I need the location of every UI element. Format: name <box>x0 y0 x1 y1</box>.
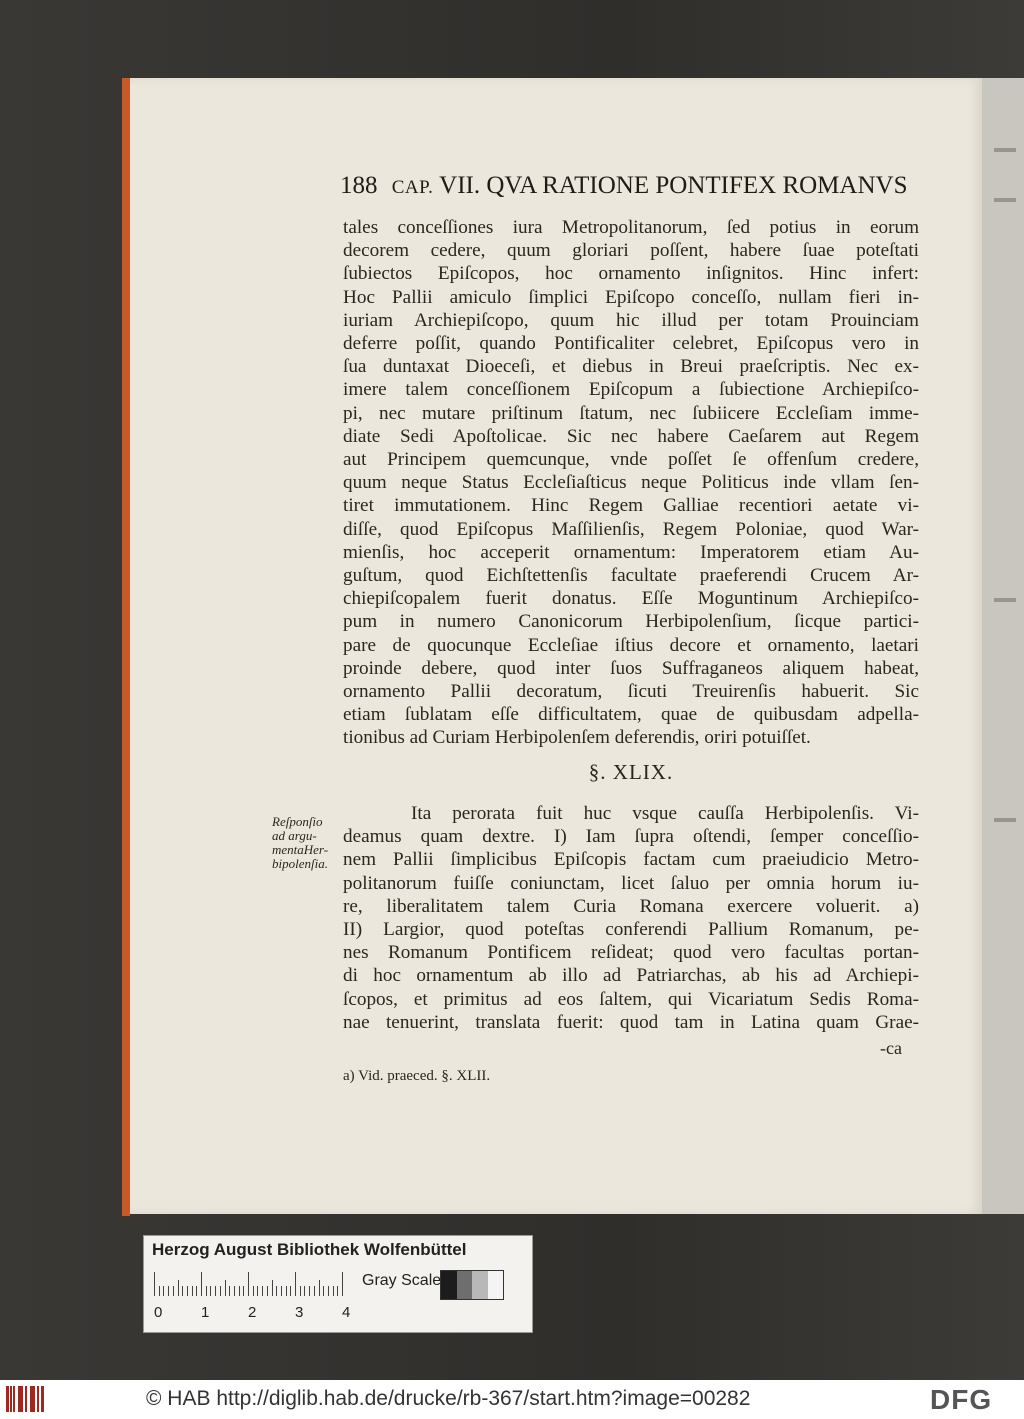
logo-bar <box>10 1386 12 1412</box>
logo-bar <box>33 1386 35 1412</box>
ruler-tick <box>182 1286 183 1296</box>
ruler-tick <box>262 1286 263 1296</box>
adjacent-page-mark <box>994 148 1016 152</box>
ruler-tick <box>192 1286 193 1296</box>
gray-swatch <box>457 1271 473 1299</box>
text-line: pare de quocunque Eccleſiae iſtius decore et ornamento, laetari <box>343 634 919 656</box>
ruler-tick <box>168 1286 169 1296</box>
marginal-note <box>272 815 342 871</box>
text-line: politanorum fuiſſe coniunctam, licet ſaluo per omnia horum iu- <box>343 872 919 894</box>
paragraph-2 <box>343 802 919 1034</box>
text-line: ſubiectos Epiſcopos, hoc ornamento inſignitos. Hinc infert: <box>343 263 919 285</box>
marginal-line: bipolenſia. <box>272 856 328 871</box>
marginal-line: Reſponſio <box>272 814 323 829</box>
text-line: mienſis, hoc acceperit ornamentum: Imperatorem etiam Au- <box>343 541 919 563</box>
scale-ruler <box>154 1270 354 1296</box>
ruler-tick <box>187 1286 188 1296</box>
adjacent-page-mark <box>994 818 1016 822</box>
ruler-tick <box>276 1286 277 1296</box>
hab-logo-icon <box>6 1386 46 1412</box>
text-line: diate Sedi Apoſtolicae. Sic nec habere Caeſarem aut Regem <box>343 425 919 447</box>
ruler-tick <box>319 1280 320 1296</box>
ruler-tick <box>257 1286 258 1296</box>
ruler-tick <box>243 1286 244 1296</box>
text-line: re, liberalitatem talem Curia Romana exercere voluerit. a) <box>343 895 919 917</box>
page-edge <box>122 78 130 1216</box>
ruler-tick <box>333 1286 334 1296</box>
adjacent-page <box>982 78 1024 1214</box>
logo-bar <box>37 1386 39 1412</box>
adjacent-page-mark <box>994 198 1016 202</box>
footer-bar <box>0 1380 1024 1419</box>
ruler-tick <box>304 1286 305 1296</box>
text-line: pum in numero Canonicorum Herbipolenſium, ſicque partici- <box>343 611 919 633</box>
text-line: diſſe, quod Epiſcopus Maſſilienſis, Regem Poloniae, quod War- <box>343 518 919 540</box>
ruler-tick <box>234 1286 235 1296</box>
ruler-tick <box>272 1280 273 1296</box>
text-line: decorem cedere, quum gloriari poſſent, habere ſuae poteſtati <box>343 240 919 262</box>
gray-scale-swatches <box>440 1270 504 1300</box>
ruler-tick <box>253 1286 254 1296</box>
text-line: tales conceſſiones iura Metropolitanorum, ſed potius in eorum <box>343 217 919 238</box>
logo-bar <box>21 1386 23 1412</box>
adjacent-page-mark <box>994 598 1016 602</box>
ruler-tick <box>239 1286 240 1296</box>
ruler-tick <box>163 1286 164 1296</box>
ruler-number: 3 <box>295 1304 304 1321</box>
ruler-number: 1 <box>201 1304 210 1321</box>
ruler-tick <box>248 1272 249 1296</box>
text-line: chiepiſcopalem fuerit donatus. Eſſe Moguntinum Archiepiſco- <box>343 588 919 610</box>
ruler-number: 0 <box>154 1304 163 1321</box>
ruler-tick <box>196 1286 197 1296</box>
ruler-tick <box>337 1286 338 1296</box>
color-target-card <box>143 1235 533 1333</box>
ruler-tick <box>290 1286 291 1296</box>
marginal-line: ad argu- <box>272 828 317 843</box>
text-line: nem Pallii ſimplicibus Epiſcopis factam cum praeiudicio Metro- <box>343 849 919 871</box>
text-line: ſcopos, et primitus ad eos ſaltem, qui Vicariatum Sedis Roma- <box>343 988 919 1010</box>
text-line: aut Principem quemcunque, vnde poſſet ſe offenſum credere, <box>343 449 919 471</box>
text-line: tiret immutationem. Hinc Regem Galliae recentiori aetate vi- <box>343 495 919 517</box>
ruler-number: 2 <box>248 1304 257 1321</box>
ruler-tick <box>328 1286 329 1296</box>
text-line: pi, nec mutare priſtinum ſtatum, nec ſubiicere Eccleſiam imme- <box>343 402 919 424</box>
ruler-numbers <box>152 1304 382 1324</box>
ruler-tick <box>295 1272 296 1296</box>
text-line: etiam ſublatam eſſe difficultatem, quae de quibusdam adpella- <box>343 704 919 726</box>
gray-swatch <box>441 1271 457 1299</box>
text-line: deamus quam dextre. I) Iam ſupra oſtendi, ſemper conceſſio- <box>343 826 919 848</box>
gray-swatch <box>472 1271 488 1299</box>
paragraph-1 <box>343 216 919 750</box>
text-line: nes Romanum Pontificem reſideat; quod vero facultas portan- <box>343 942 919 964</box>
dfg-logo: DFG <box>930 1384 993 1415</box>
page-number: 188 <box>340 172 378 199</box>
running-head <box>340 172 920 200</box>
text-line: iuriam Archiepiſcopo, quum hic illud per totam Prouinciam <box>343 309 919 331</box>
ruler-tick <box>159 1286 160 1296</box>
target-title: Herzog August Bibliothek Wolfenbüttel <box>152 1240 467 1259</box>
logo-bar <box>13 1386 15 1412</box>
ruler-number: 4 <box>342 1304 351 1321</box>
text-line: nae tenuerint, translata fuerit: quod tam in Latina quam Grae- <box>343 1011 919 1033</box>
logo-bar <box>25 1386 27 1412</box>
text-line: Hoc Pallii amiculo ſimplici Epiſcopo conceſſo, nullam fieri in- <box>343 286 919 308</box>
ruler-tick <box>178 1280 179 1296</box>
text-line: di hoc ornamentum ab illo ad Patriarchas, ab his ad Archiepi- <box>343 965 919 987</box>
ruler-tick <box>229 1286 230 1296</box>
logo-bar <box>41 1386 44 1412</box>
ruler-tick <box>154 1272 155 1296</box>
ruler-tick <box>342 1272 343 1296</box>
ruler-tick <box>281 1286 282 1296</box>
footer-text[interactable]: © HAB http://diglib.hab.de/drucke/rb-367/start.htm?image=00282 <box>146 1387 751 1410</box>
ruler-tick <box>210 1286 211 1296</box>
text-line: II) Largior, quod poteſtas conferendi Pallium Romanum, pe- <box>343 919 919 941</box>
ruler-tick <box>173 1286 174 1296</box>
gray-scale-label: Gray Scale <box>362 1272 442 1289</box>
running-title: VII. QVA RATIONE PONTIFEX ROMANVS <box>439 172 908 199</box>
text-line: guſtum, quod Eichſtettenſis facultate praeferendi Crucem Ar- <box>343 565 919 587</box>
ruler-tick <box>314 1286 315 1296</box>
text-line: deferre poſſit, quando Pontificaliter celebret, Epiſcopus vero in <box>343 333 919 355</box>
text-line: tionibus ad Curiam Herbipolenſem deferendis, oriri potuiſſet. <box>343 727 811 749</box>
ruler-tick <box>323 1286 324 1296</box>
logo-bar <box>6 1386 9 1412</box>
text-line: Ita perorata fuit huc vsque cauſſa Herbipolenſis. Vi- <box>411 803 919 824</box>
ruler-tick <box>267 1286 268 1296</box>
ruler-tick <box>300 1286 301 1296</box>
ruler-tick <box>206 1286 207 1296</box>
ruler-tick <box>225 1280 226 1296</box>
text-line: ſua duntaxat Dioeceſi, et diebus in Breui praeſcriptis. Nec ex- <box>343 356 919 378</box>
text-line: imere talem conceſſionem Epiſcopum a ſubiectione Archiepiſco- <box>343 379 919 401</box>
gray-swatch <box>488 1271 504 1299</box>
chapter-label: CAP. <box>391 177 434 198</box>
catchword: -ca <box>880 1038 902 1058</box>
ruler-tick <box>309 1286 310 1296</box>
footnote: a) Vid. praeced. §. XLII. <box>343 1068 491 1084</box>
text-line: ornamento Pallii decoratum, ſicuti Treuirenſis habuerit. Sic <box>343 681 919 703</box>
text-line: proinde debere, quod inter ſuos Suffraganeos aliquem habeat, <box>343 657 919 679</box>
ruler-tick <box>286 1286 287 1296</box>
marginal-line: mentaHer- <box>272 842 329 857</box>
ruler-tick <box>201 1272 202 1296</box>
ruler-tick <box>220 1286 221 1296</box>
text-line: quum neque Status Eccleſiaſticus neque Politicus inde vllam ſen- <box>343 472 919 494</box>
section-heading: §. XLIX. <box>588 760 674 784</box>
ruler-tick <box>215 1286 216 1296</box>
